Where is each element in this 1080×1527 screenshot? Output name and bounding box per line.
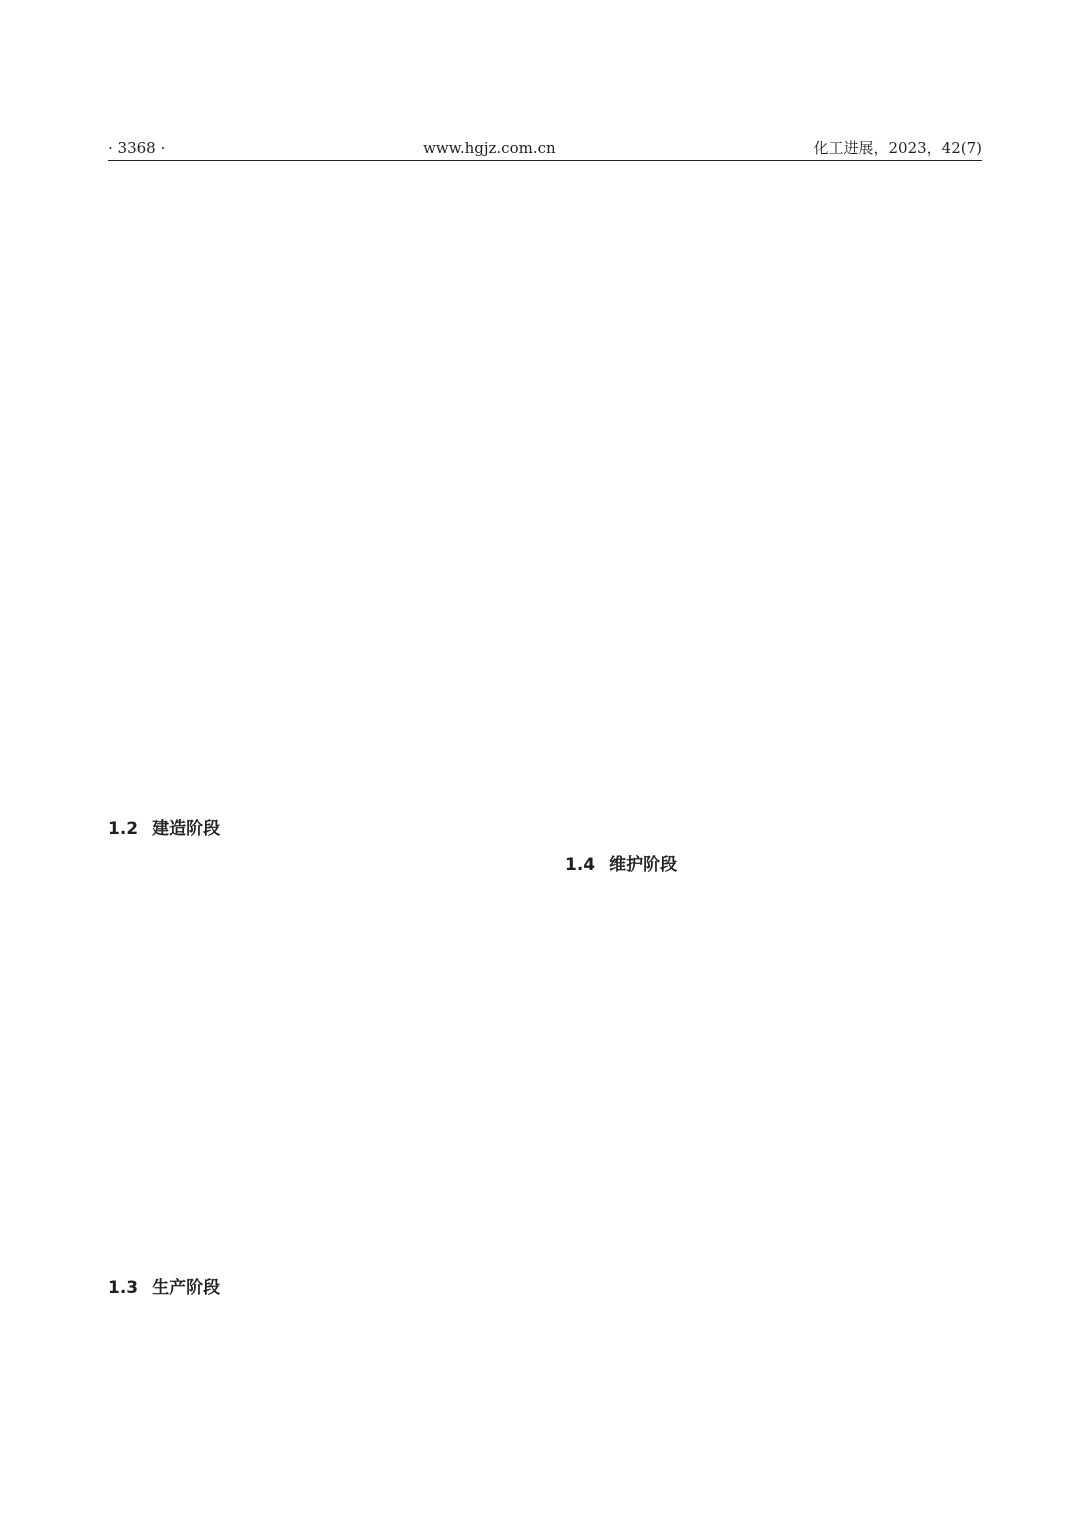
- section-number: 1.2: [108, 819, 139, 839]
- header-rule: [108, 160, 982, 161]
- section-title: 维护阶段: [609, 855, 678, 875]
- section-number: 1.3: [108, 1278, 139, 1298]
- journal-website: www.hgjz.com.cn: [423, 139, 556, 157]
- section-heading-1-2: [108, 821, 220, 838]
- section-heading-1-3: [108, 1280, 220, 1297]
- journal-issue: 化工进展，2023，42(7): [813, 139, 982, 157]
- running-header: [108, 128, 982, 156]
- section-heading-1-4: [565, 857, 677, 874]
- section-number: 1.4: [565, 855, 596, 875]
- section-title: 建造阶段: [152, 819, 221, 839]
- page-number: · 3368 ·: [108, 139, 166, 157]
- section-title: 生产阶段: [152, 1278, 221, 1298]
